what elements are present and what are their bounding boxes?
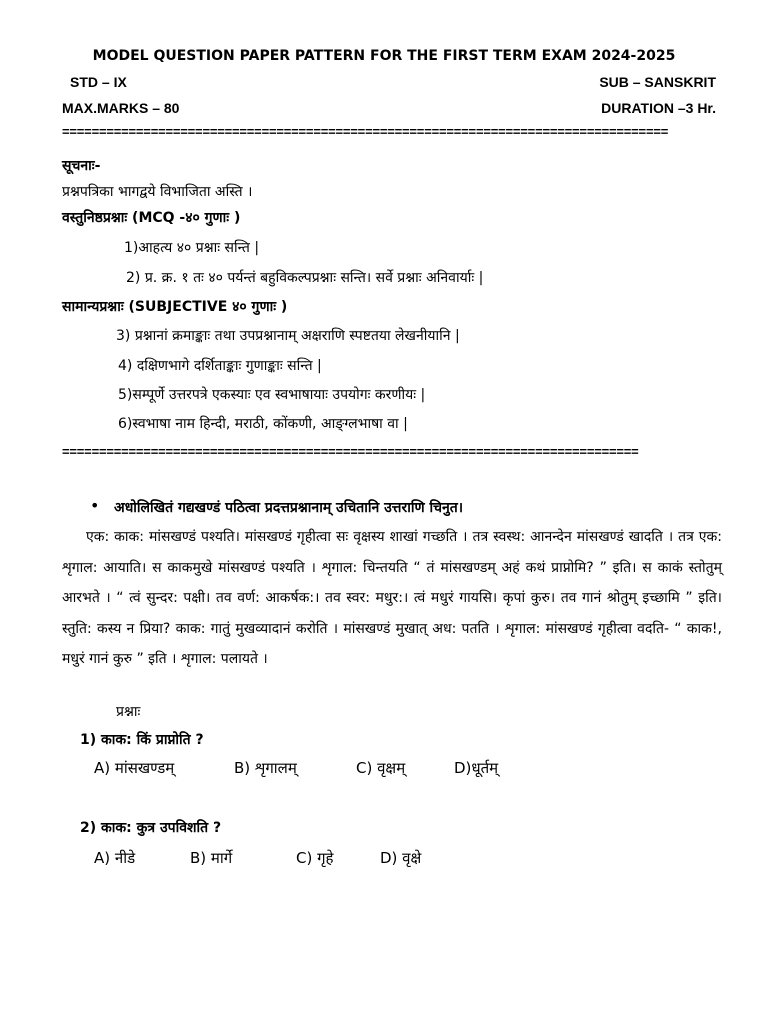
question-1: 1) काक: किं प्राप्नोति ? [80, 732, 204, 748]
instruction-item-1: 1)आहत्य ४० प्रश्नाः सन्ति | [124, 240, 260, 256]
instructions-heading: सूचनाः- [62, 158, 101, 174]
questions-label: प्रश्नाः [116, 704, 141, 720]
subject-label: SUB – SANSKRIT [599, 74, 716, 90]
objective-heading: वस्तुनिष्ठप्रश्नाः (MCQ -४० गुणाः ) [62, 210, 241, 226]
duration-label: DURATION –3 Hr. [601, 100, 716, 116]
question-1-option-d: D)धूर्तम् [454, 759, 499, 777]
instructions-intro: प्रश्नपत्रिका भागद्वये विभाजिता अस्ति । [62, 184, 253, 200]
question-1-option-a: A) मांसखण्डम् [94, 759, 175, 777]
instruction-item-5: 5)सम्पूर्णे उत्तरपत्रे एकस्याः एव स्वभाषायाः उपयोगः करणीयः | [118, 387, 426, 403]
instruction-item-2: 2) प्र. क्र. १ तः ४० पर्यन्तं बहुविकल्पप्रश्नाः सन्ति। सर्वे प्रश्नाः अनिवार्याः | [126, 270, 484, 286]
instruction-item-4: 4) दक्षिणभागे दर्शिताङ्काः गुणाङ्काः सन्ति | [118, 358, 322, 374]
separator-bottom: ============================================================================== [62, 444, 639, 459]
question-1-option-b: B) शृगालम् [234, 759, 297, 777]
instruction-item-6: 6)स्वभाषा नाम हिन्दी, मराठी, कोंकणी, आङ्ग्लभाषा वा | [118, 416, 408, 432]
subjective-heading: सामान्यप्रश्नाः (SUBJECTIVE ४० गुणाः ) [62, 299, 288, 315]
max-marks-label: MAX.MARKS – 80 [62, 100, 180, 116]
section-heading: अधोलिखितं गद्यखण्डं पठित्वा प्रदत्तप्रश्नानाम् उचितानि उत्तराणि चिनुत। [114, 500, 464, 516]
question-2-option-c: C) गृहे [296, 849, 334, 867]
std-label: STD – IX [70, 74, 127, 90]
bullet-icon: • [90, 496, 100, 515]
passage-text: एक: काक: मांसखण्डं पश्यति। मांसखण्डं गृहीत्वा सः वृक्षस्य शाखां गच्छति । तत्र स्वस्थ: आनन्देन मांसखण्डं खादति । तत्र एक: शृगाल: आयाति। स काकमुखे मांसखण्डं पश्यति । शृगाल: चिन्तयति “ तं मांसखण्डम् अहं कथं प्राप्नोमि? ” इति। स काकं स्तोतुम् आरभते । “ त्वं सुन्दर: पक्षी। तव वर्ण: आकर्षक:। तव स्वर: मधुर:। त्वं मधुरं गायसि। कृपां कुरु। तव गानं श्रोतुम् इच्छामि ” इति। स्तुति: कस्य न प्रिया? काक: गातुं मुखव्यादानं करोति । मांसखण्डं मुखात् अध: पतति । शृगाल: मांसखण्डं गृहीत्वा वदति- “ काक!, मधुरं गानं कुरु ” इति । शृगाल: पलायते । [62, 529, 722, 667]
question-2-option-b: B) मार्गे [190, 849, 233, 867]
instruction-item-3: 3) प्रश्नानां क्रमाङ्काः तथा उपप्रश्नानाम् अक्षराणि स्पष्टतया लेखनीयानि | [116, 328, 460, 344]
question-2: 2) काक: कुत्र उपविशति ? [80, 820, 222, 836]
question-2-option-a: A) नीडे [94, 849, 136, 867]
separator-top: ================================================================================== [62, 124, 669, 139]
question-2-option-d: D) वृक्षे [380, 849, 422, 867]
question-1-option-c: C) वृक्षम् [356, 759, 406, 777]
paper-title: MODEL QUESTION PAPER PATTERN FOR THE FIRST TERM EXAM 2024-2025 [92, 48, 676, 64]
